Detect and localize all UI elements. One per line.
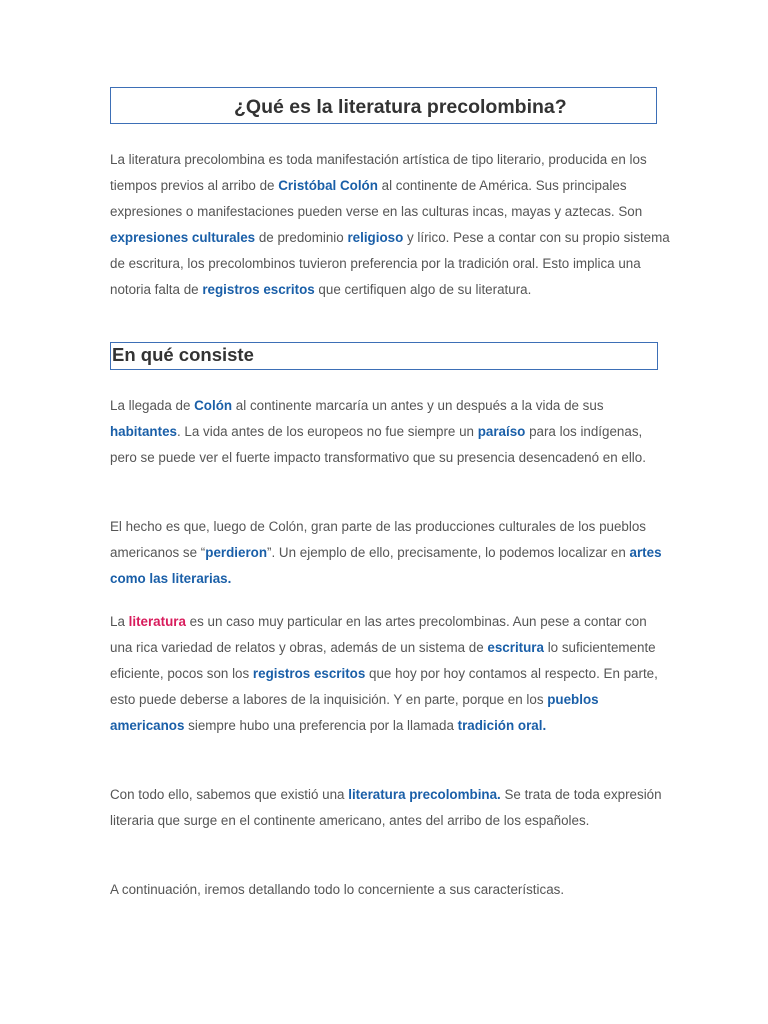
paragraph-llegada: La llegada de Colón al continente marcaría un antes y un después a la vida de sus habitantes. La vida antes de los europeos no fue siempre un paraíso para los indígenas, pero se puede ver el fuerte impacto transformativo que su presencia desencadenó en ello. xyxy=(110,398,646,465)
link-tradicion-oral[interactable]: tradición oral. xyxy=(457,718,547,733)
link-perdieron[interactable]: perdieron xyxy=(205,545,268,560)
link-cristobal-colon[interactable]: Cristóbal Colón xyxy=(278,178,378,193)
link-literatura[interactable]: literatura xyxy=(128,614,186,629)
section-heading-box xyxy=(110,342,658,370)
paragraph-con-todo: Con todo ello, sabemos que existió una literatura precolombina. Se trata de toda expresión literaria que surge en el continente americano, antes del arribo de los españoles. xyxy=(110,787,662,828)
title-box xyxy=(110,87,657,124)
paragraph-hecho: El hecho es que, luego de Colón, gran parte de las producciones culturales de los pueblos americanos se “perdieron”. Un ejemplo de ello, precisamente, lo podemos localizar en artes como las literarias. xyxy=(110,519,662,586)
link-artes-literarias[interactable]: artes como las literarias. xyxy=(110,545,662,586)
link-escritura[interactable]: escritura xyxy=(487,640,544,655)
link-paraiso[interactable]: paraíso xyxy=(477,424,526,439)
section-heading: En qué consiste xyxy=(112,344,254,365)
link-colon[interactable]: Colón xyxy=(194,398,233,413)
link-literatura-precolombina[interactable]: literatura precolombina. xyxy=(348,787,501,802)
paragraph-continuacion: A continuación, iremos detallando todo lo concerniente a sus características. xyxy=(110,882,565,897)
intro-paragraph: La literatura precolombina es toda manifestación artística de tipo literario, producida en los tiempos previos al arribo de Cristóbal Colón al continente de América. Sus principales expresiones o manifestaciones pueden verse en las culturas incas, mayas y aztecas. Son expresiones culturales de predominio religioso y lírico. Pese a contar con su propio sistema de escritura, los precolombinos tuvieron preferencia por la tradición oral. Esto implica una notoria falta de registros escritos que certifiquen algo de su literatura. xyxy=(110,152,670,297)
paragraph-literatura: La literatura es un caso muy particular en las artes precolombinas. Aun pese a contar con una rica variedad de relatos y obras, además de un sistema de escritura lo suficientemente eficiente, pocos son los registros escritos que hoy por hoy contamos al respecto. En parte, esto puede deberse a labores de la inquisición. Y en parte, porque en los pueblos americanos siempre hubo una preferencia por la llamada tradición oral. xyxy=(110,614,658,733)
link-habitantes[interactable]: habitantes xyxy=(110,424,177,439)
link-religioso[interactable]: religioso xyxy=(347,230,404,245)
link-registros-escritos[interactable]: registros escritos xyxy=(202,282,315,297)
page-title: ¿Qué es la literatura precolombina? xyxy=(234,96,567,118)
link-registros-escritos-2[interactable]: registros escritos xyxy=(252,666,366,681)
link-expresiones-culturales[interactable]: expresiones culturales xyxy=(110,230,256,245)
link-pueblos-americanos[interactable]: pueblos americanos xyxy=(110,692,599,733)
